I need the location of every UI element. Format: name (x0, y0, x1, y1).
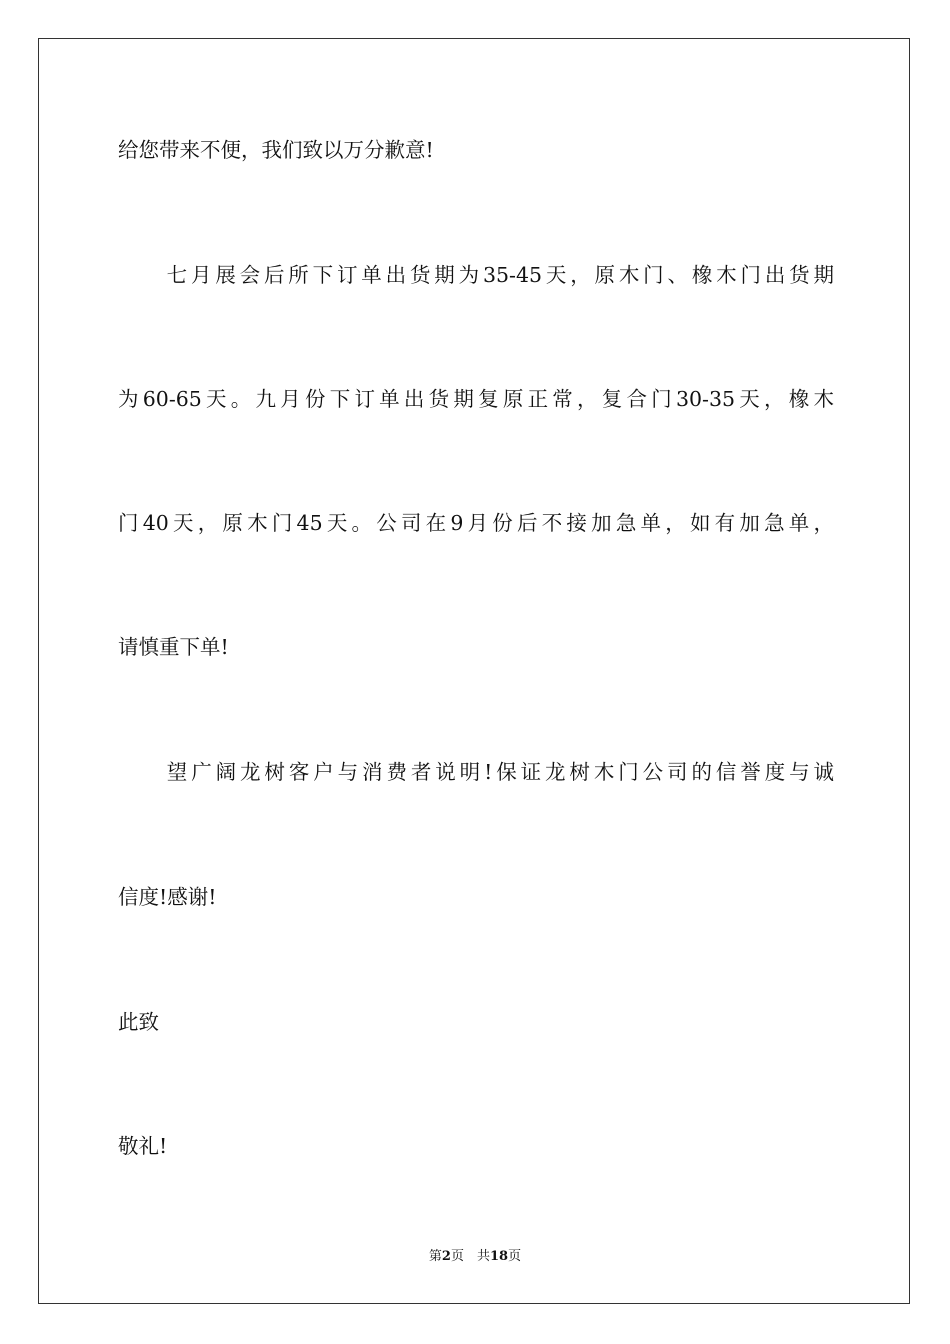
page-border (38, 38, 910, 1304)
footer-suffix: 页 (508, 1249, 522, 1264)
body-line-5: 请慎重下单! (118, 635, 229, 659)
body-line-6: 望广阔龙树客户与消费者说明!保证龙树木门公司的信誉度与诚 (118, 760, 834, 784)
footer-middle: 页 共 (450, 1249, 490, 1264)
body-line-3: 为60-65天。九月份下订单出货期复原正常，复合门30-35天，橡木 (118, 387, 834, 411)
body-line-1: 给您带来不便，我们致以万分歉意! (118, 138, 434, 162)
page-footer (0, 1248, 950, 1266)
footer-prefix: 第 (428, 1249, 442, 1264)
body-line-7: 信度!感谢! (118, 885, 217, 909)
footer-total-pages: 18 (489, 1249, 509, 1264)
footer-current-page: 2 (441, 1249, 451, 1264)
body-line-4: 门40天，原木门45天。公司在9月份后不接加急单，如有加急单， (118, 511, 834, 535)
closing-regards: 敬礼! (118, 1134, 168, 1158)
closing-salutation: 此致 (118, 1010, 159, 1034)
body-line-2: 七月展会后所下订单出货期为35-45天，原木门、橡木门出货期 (118, 263, 834, 287)
